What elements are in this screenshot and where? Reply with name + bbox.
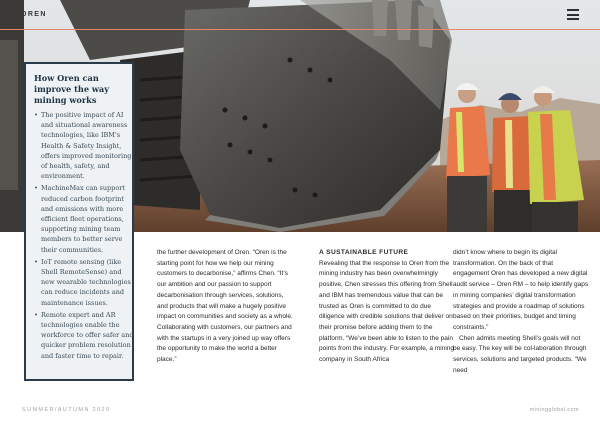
article-column-2 [319,248,455,366]
menu-icon-bar [567,9,579,11]
article-column-1 [157,248,293,366]
sidebox-list [34,110,132,361]
sidebox-list-item: • The positive impact of AI and situational awareness technologies, like IBM's Health & Safety Insight, offers improved monitoring of health, safety, and environment. [34,110,137,181]
article-paragraph: the further development of Oren. “Oren is the starting point for how we help our mining customers to decarbonise,” affirms Chen. “It’s our ambition and our passion to support decarbonisation through services, solutions, and products that will make a hugely positive impact on communities and society as a whole. Collaborating with customers, our partners and with the startups in a very joined up way offers the opportunity to make the world a better place.” [157,249,293,364]
sidebox-list-item: • MachineMax can support reduced carbon footprint and emissions with more efficient fleet operations, supporting mining team members to better serve their communities. [34,183,137,254]
sidebox-list-item: • Remote expert and AR technologies enable the workforce to offer safer and quicker problem resolution and faster time to repair. [34,310,137,361]
header-rule [0,29,600,30]
article-paragraph: didn’t know where to begin its digital transformation. On the back of that engagement Oren has developed a new digital audit service – Oren RM – to help identify gaps in mining companies’ digital transformation strategies and provide a roadmap of solutions based on their priorities, budget and timing constraints.” [453,249,589,331]
article-paragraph: Revealing that the response to Oren from the mining industry has been overwhelmingly positive, Chen stresses this offering from Shell and IBM has tremendous value that can be trusted as Oren is committed to do due diligence with credible solutions that deliver on their promise before adding them to the platform. “We’ve been able to listen to the pain points from the industry. For example, a mining company in South Africa [319,259,454,364]
top-bar [0,0,600,31]
how-oren-improves-box [24,62,134,381]
section-heading: A SUSTAINABLE FUTURE [319,249,409,256]
menu-icon-bar [567,14,579,16]
article-paragraph: Chen admits meeting Shell’s goals will not be easy. The key will be col-laboration through services, solutions and targeted products. “We need [453,334,587,374]
site-link[interactable]: miningglobal.com [529,407,579,413]
sidebox-title: How Oren can improve the way mining works [34,73,109,105]
brand-logo[interactable]: OREN [21,11,47,18]
issue-label: SUMMER/AUTUMN 2020 [22,407,111,413]
article-column-3 [453,248,589,376]
menu-icon-bar [567,18,579,20]
hamburger-menu-icon[interactable] [567,9,579,20]
sidebox-list-item: • IoT remote sensing (like Shell RemoteSense) and new wearable technologies can reduce incidents and maintenance issues. [34,257,137,308]
